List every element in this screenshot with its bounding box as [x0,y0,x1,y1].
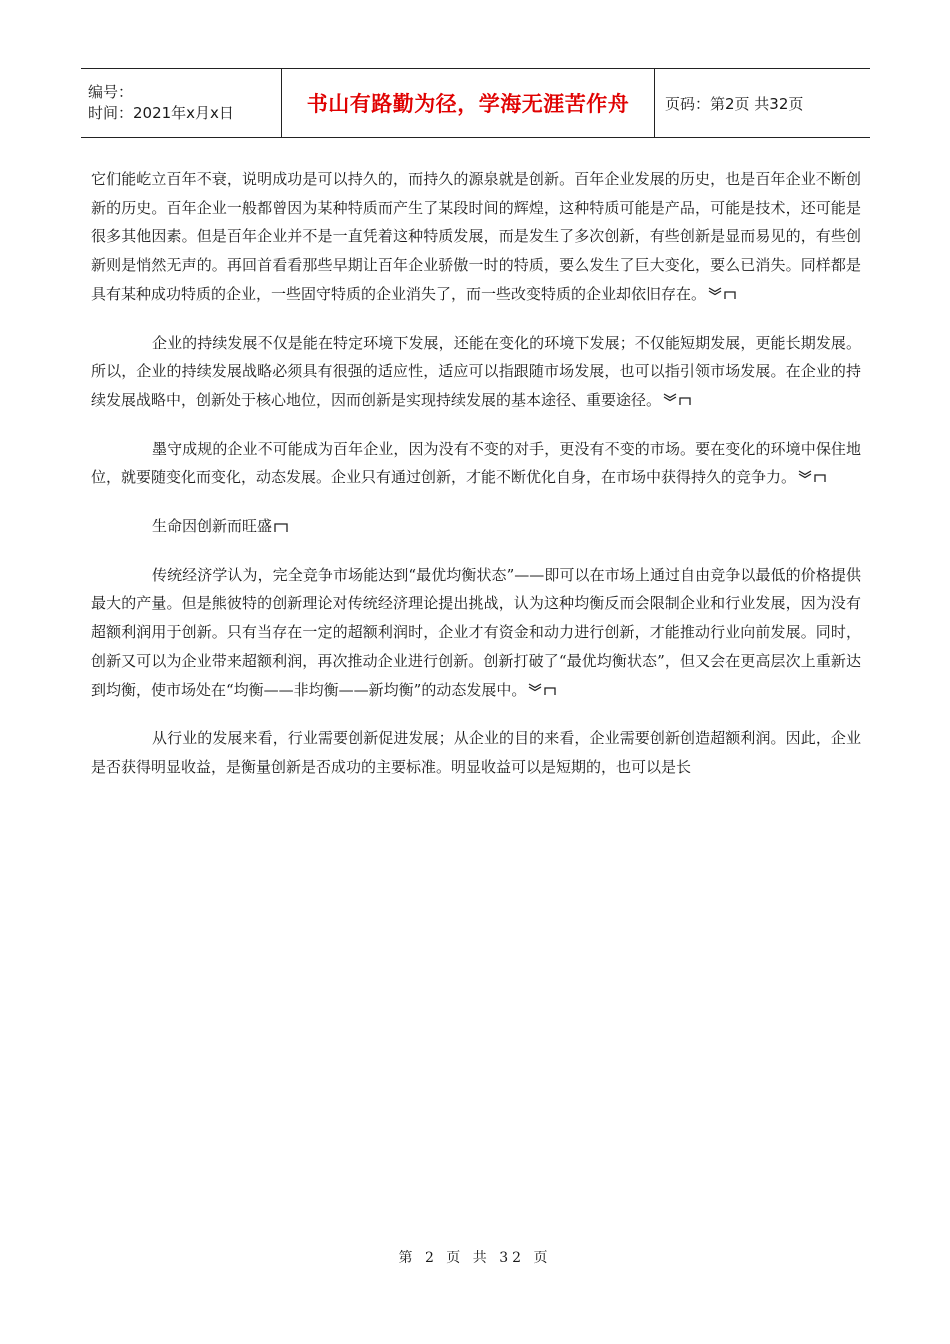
section-heading [91,512,861,541]
page-footer: 第 2 页 共 32 页 [398,1250,552,1266]
paragraph-text: 传统经济学认为，完全竞争市场能达到“最优均衡状态”——即可以在市场上通过自由竞争以最低的价格提供最大的产量。但是熊彼特的创新理论对传统经济理论提出挑战，认为这种均衡反而会限制企业和行业发展，因为没有超额利润用于创新。只有当存在一定的超额利润时，企业才有资金和动力进行创新，才能推动行业向前发展。同时，创新又可以为企业带来超额利润，再次推动企业进行创新。创新打破了“最优均衡状态”，但又会在更高层次上重新达到均衡，使市场处在“均衡——非均衡——新均衡”的动态发展中。 [91,565,861,699]
page-header [81,68,870,138]
serial-label: 编号： [88,83,134,101]
header-page-cell [655,69,870,137]
paragraph-mark-icon [706,287,736,301]
paragraph-text: 它们能屹立百年不衰，说明成功是可以持久的，而持久的源泉就是创新。百年企业发展的历史，也是百年企业不断创新的历史。百年企业一般都曾因为某种特质而产生了某段时间的辉煌，这种特质可能是产品，可能是技术，还可能是很多其他因素。但是百年企业并不是一直凭着这种特质发展，而是发生了多次创新，有些创新是显而易见的，有些创新则是悄然无声的。再回首看看那些早期让百年企业骄傲一时的特质，要么发生了巨大变化，要么已消失。同样都是具有某种成功特质的企业，一些固守特质的企业消失了，而一些改变特质的企业却依旧存在。 [91,170,861,303]
return-bracket-icon [544,687,556,695]
paragraph-mark-icon [526,683,556,697]
double-chevron-icon [528,683,542,692]
paragraph-mark-icon [796,470,826,484]
return-bracket-icon [814,474,826,482]
paragraph [91,329,861,415]
paragraph [91,561,861,705]
paragraph [91,435,861,492]
double-chevron-icon [708,287,722,296]
return-bracket-icon [679,397,691,405]
return-bracket-icon [724,291,736,299]
paragraph [91,165,861,309]
paragraph-text: 企业的持续发展不仅是能在特定环境下发展，还能在变化的环境下发展；不仅能短期发展，更能长期发展。所以，企业的持续发展战略必须具有很强的适应性，适应可以指跟随市场发展，也可以指引领市场发展。在企业的持续发展战略中，创新处于核心地位，因而创新是实现持续发展的基本途径、重要途径。 [91,333,861,409]
double-chevron-icon [663,393,677,402]
paragraph-text: 从行业的发展来看，行业需要创新促进发展；从企业的目的来看，企业需要创新创造超额利润。因此，企业是否获得明显收益，是衡量创新是否成功的主要标准。明显收益可以是短期的，也可以是长 [91,729,861,776]
return-bracket-icon [274,522,288,532]
paragraph-mark-icon [661,393,691,407]
heading-text: 生命因创新而旺盛 [152,517,273,536]
header-meta-cell [81,69,282,137]
page-info: 页码：第2页 共32页 [665,94,804,113]
header-motto-cell [282,69,655,137]
paragraph [91,724,861,781]
double-chevron-icon [798,470,812,479]
document-body [91,165,861,782]
motto-text: 书山有路勤为径，学海无涯苦作舟 [306,92,630,116]
paragraph-text: 墨守成规的企业不可能成为百年企业，因为没有不变的对手，更没有不变的市场。要在变化的环境中保住地位，就要随变化而变化，动态发展。企业只有通过创新，才能不断优化自身，在市场中获得持久的竞争力。 [91,439,861,487]
date-label: 时间：2021年x月x日 [88,104,234,122]
